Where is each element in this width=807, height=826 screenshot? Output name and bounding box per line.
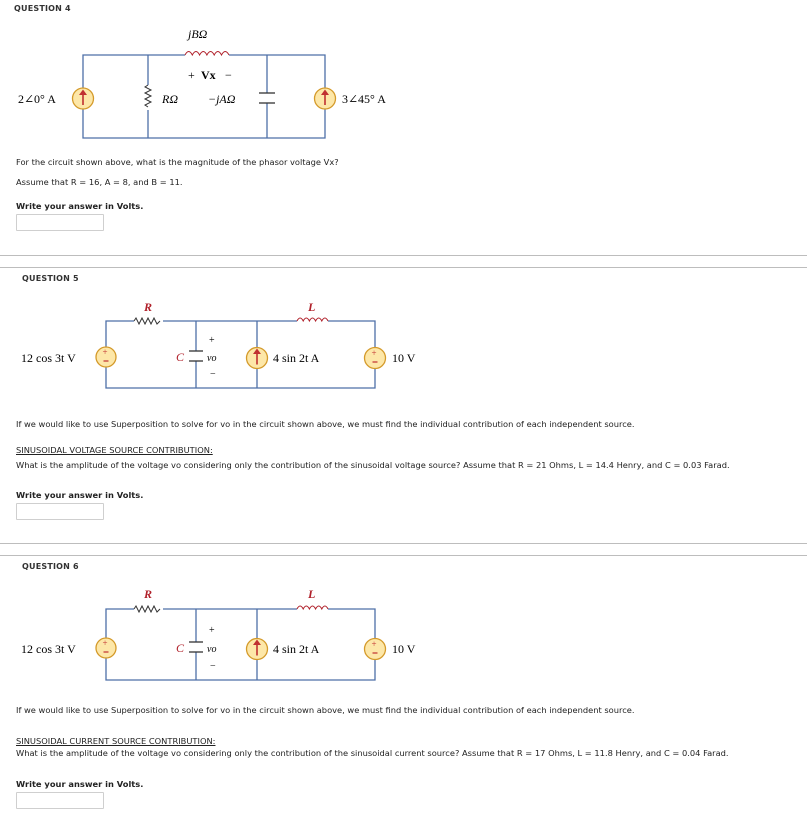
q4-right-source-label: 3∠45° A bbox=[342, 92, 386, 106]
q6-dc-source bbox=[365, 639, 386, 660]
q4-left-source-label: 2∠0° A bbox=[18, 92, 56, 106]
q4-current-source-right bbox=[315, 88, 336, 109]
q5-inductor bbox=[297, 318, 328, 321]
q5-current-source bbox=[247, 348, 268, 369]
q4-inductor bbox=[185, 52, 229, 56]
q6-circuit-diagram bbox=[0, 580, 470, 690]
q6-vo-minus: − bbox=[210, 661, 216, 672]
q5-capacitor bbox=[189, 351, 203, 361]
q5-vo-plus: + bbox=[209, 335, 215, 346]
q6-vsource-label: 12 cos 3t V bbox=[21, 642, 76, 656]
q6-wires bbox=[106, 609, 375, 680]
q4-prompt: For the circuit shown above, what is the magnitude of the phasor voltage Vx? bbox=[16, 157, 339, 167]
q5-vo-minus: − bbox=[210, 369, 216, 380]
svg-text:+: + bbox=[102, 638, 108, 648]
question-6-title: QUESTION 6 bbox=[22, 562, 79, 571]
q6-prompt: If we would like to use Superposition to solve for vo in the circuit shown above, we must find the individual contribution of each independent source. bbox=[16, 705, 635, 715]
divider bbox=[0, 267, 807, 268]
q6-question: What is the amplitude of the voltage vo considering only the contribution of the sinusoidal current source? Assume that R = 17 Ohms, L = 11.8 Henry, and C = 0.04 Farad. bbox=[16, 748, 729, 758]
q5-l-label: L bbox=[308, 300, 316, 314]
q5-dc-label: 10 V bbox=[392, 351, 416, 365]
q5-resistor bbox=[134, 318, 160, 324]
q6-answer-input[interactable] bbox=[16, 792, 104, 809]
q6-vo-plus: + bbox=[209, 625, 215, 636]
q4-capacitor bbox=[259, 93, 275, 103]
q5-vsource-label: 12 cos 3t V bbox=[21, 351, 76, 365]
q4-resistor-label: RΩ bbox=[162, 92, 179, 106]
q4-resistor bbox=[145, 85, 151, 107]
q6-c-label: C bbox=[176, 641, 185, 655]
q6-voltage-source bbox=[96, 638, 116, 658]
q5-voltage-source bbox=[96, 347, 116, 367]
q6-r-label: R bbox=[144, 587, 153, 601]
divider bbox=[0, 255, 807, 256]
q6-capacitor bbox=[189, 642, 203, 652]
q4-answer-input[interactable] bbox=[16, 214, 104, 231]
q4-vx-minus: − bbox=[225, 68, 232, 82]
q5-heading: SINUSOIDAL VOLTAGE SOURCE CONTRIBUTION: bbox=[16, 445, 213, 455]
q5-prompt: If we would like to use Superposition to solve for vo in the circuit shown above, we must find the individual contribution of each independent source. bbox=[16, 419, 635, 429]
q4-current-source-left bbox=[73, 88, 94, 109]
q4-circuit-diagram bbox=[0, 18, 420, 153]
question-4-title: QUESTION 4 bbox=[14, 4, 71, 13]
q5-r-label: R bbox=[144, 300, 153, 314]
q6-current-source bbox=[247, 639, 268, 660]
q4-capacitor-label: −jAΩ bbox=[208, 92, 236, 106]
svg-text:+: + bbox=[371, 639, 377, 649]
q4-vx-plus: + bbox=[188, 68, 195, 82]
q5-instruction: Write your answer in Volts. bbox=[16, 490, 144, 500]
q5-isource-label: 4 sin 2t A bbox=[273, 351, 320, 365]
q6-vo-label: vo bbox=[207, 644, 217, 655]
svg-text:+: + bbox=[102, 347, 108, 357]
q5-c-label: C bbox=[176, 350, 185, 364]
q5-wires bbox=[106, 321, 375, 388]
q6-resistor bbox=[134, 606, 160, 612]
q6-instruction: Write your answer in Volts. bbox=[16, 779, 144, 789]
q5-dc-source bbox=[365, 348, 386, 369]
svg-text:+: + bbox=[371, 348, 377, 358]
divider bbox=[0, 555, 807, 556]
question-5-title: QUESTION 5 bbox=[22, 274, 79, 283]
q5-answer-input[interactable] bbox=[16, 503, 104, 520]
q6-l-label: L bbox=[308, 587, 316, 601]
q4-vx-label: Vx bbox=[201, 68, 216, 82]
q6-isource-label: 4 sin 2t A bbox=[273, 642, 320, 656]
q5-vo-label: vo bbox=[207, 353, 217, 364]
q6-dc-label: 10 V bbox=[392, 642, 416, 656]
q4-assumptions: Assume that R = 16, A = 8, and B = 11. bbox=[16, 177, 183, 187]
q4-instruction: Write your answer in Volts. bbox=[16, 201, 144, 211]
divider bbox=[0, 543, 807, 544]
q6-inductor bbox=[297, 606, 328, 609]
q6-heading: SINUSOIDAL CURRENT SOURCE CONTRIBUTION: bbox=[16, 736, 216, 746]
q5-question: What is the amplitude of the voltage vo considering only the contribution of the sinusoidal voltage source? Assume that R = 21 Ohms, L = 14.4 Henry, and C = 0.03 Farad. bbox=[16, 460, 730, 470]
q4-inductor-label: jBΩ bbox=[188, 27, 208, 41]
q5-circuit-diagram bbox=[0, 295, 470, 400]
